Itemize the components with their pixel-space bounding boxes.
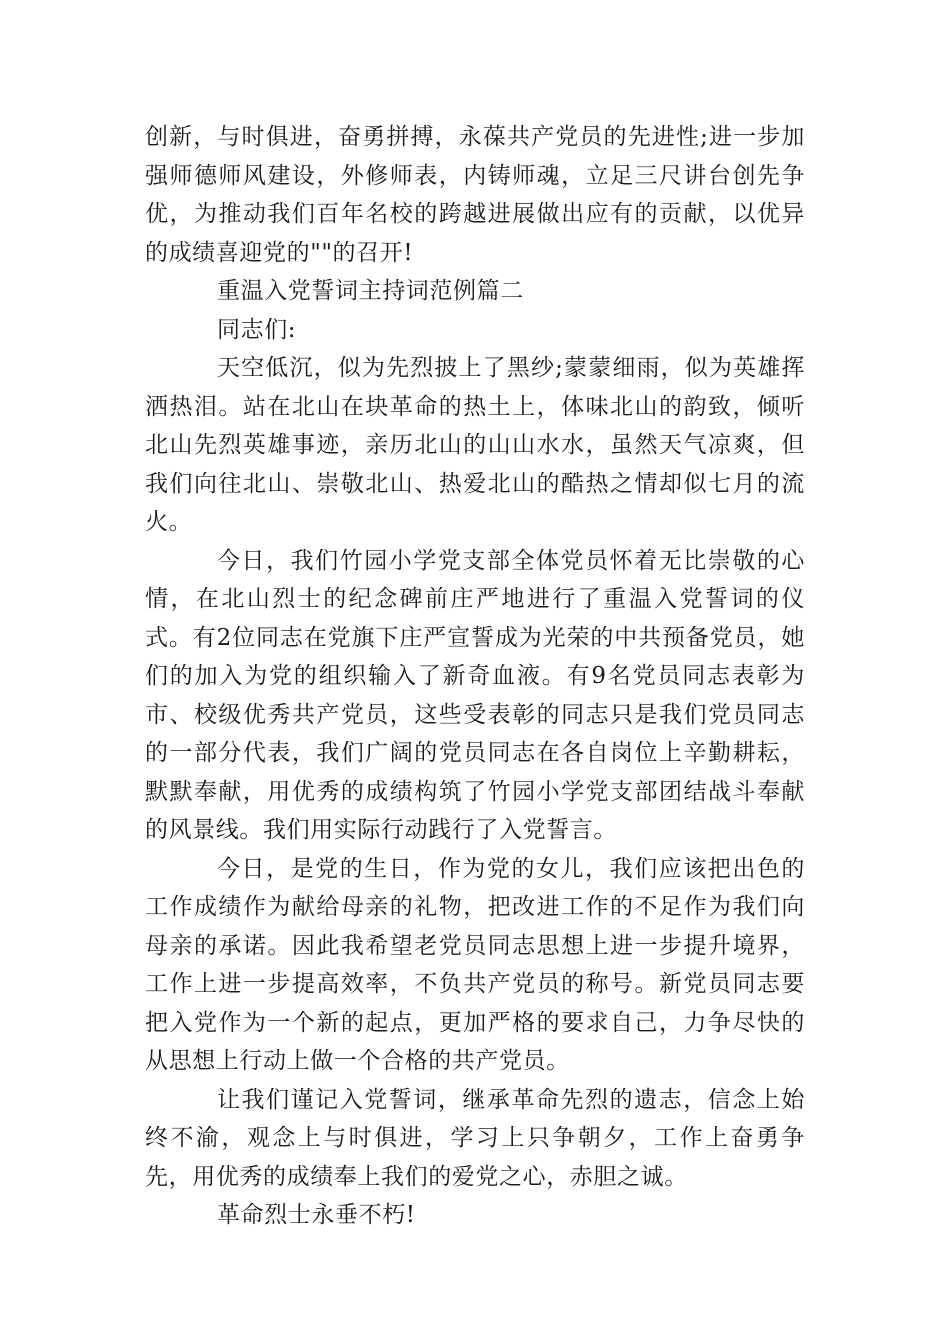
- paragraph: 今日，是党的生日，作为党的女儿，我们应该把出色的工作成绩作为献给母亲的礼物，把改进工作的不足作为我们向母亲的承诺。因此我希望老党员同志思想上进一步提升境界，工作上进一步提高效率，不负共产党员的称号。新党员同志要把入党作为一个新的起点，更加严格的要求自己，力争尽快的从思想上行动上做一个合格的共产党员。: [145, 855, 805, 1074]
- paragraph-continued: 创新，与时俱进，奋勇拼搏，永葆共产党员的先进性;进一步加强师德师风建设，外修师表，内铸师魂，立足三尺讲台创先争优，为推动我们百年名校的跨越进展做出应有的贡献，以优异的成绩喜迎党的""的召开!: [145, 124, 805, 266]
- section-heading: 重温入党誓词主持词范例篇二: [217, 278, 524, 304]
- paragraph: 天空低沉，似为先烈披上了黑纱;蒙蒙细雨，似为英雄挥洒热泪。站在北山在块革命的热土上，体味北山的韵致，倾听北山先烈英雄事迹，亲历北山的山山水水，虽然天气凉爽，但我们向往北山、崇敬北山、热爱北山的酷热之情却似七月的流火。: [145, 355, 805, 535]
- paragraph: 让我们谨记入党誓词，继承革命先烈的遗志，信念上始终不渝，观念上与时俱进，学习上只争朝夕，工作上奋勇争先，用优秀的成绩奉上我们的爱党之心，赤胆之诚。: [145, 1086, 805, 1190]
- closing-line: 革命烈士永垂不朽!: [217, 1202, 416, 1228]
- paragraph: 今日，我们竹园小学党支部全体党员怀着无比崇敬的心情，在北山烈士的纪念碑前庄严地进行了重温入党誓词的仪式。有2位同志在党旗下庄严宣誓成为光荣的中共预备党员，她们的加入为党的组织输入了新奇血液。有9名党员同志表彰为市、校级优秀共产党员，这些受表彰的同志只是我们党员同志的一部分代表，我们广阔的党员同志在各自岗位上辛勤耕耘，默默奉献，用优秀的成绩构筑了竹园小学党支部团结战斗奉献的风景线。我们用实际行动践行了入党誓言。: [145, 547, 805, 843]
- salutation: 同志们:: [217, 316, 297, 343]
- document-body: [145, 118, 805, 1235]
